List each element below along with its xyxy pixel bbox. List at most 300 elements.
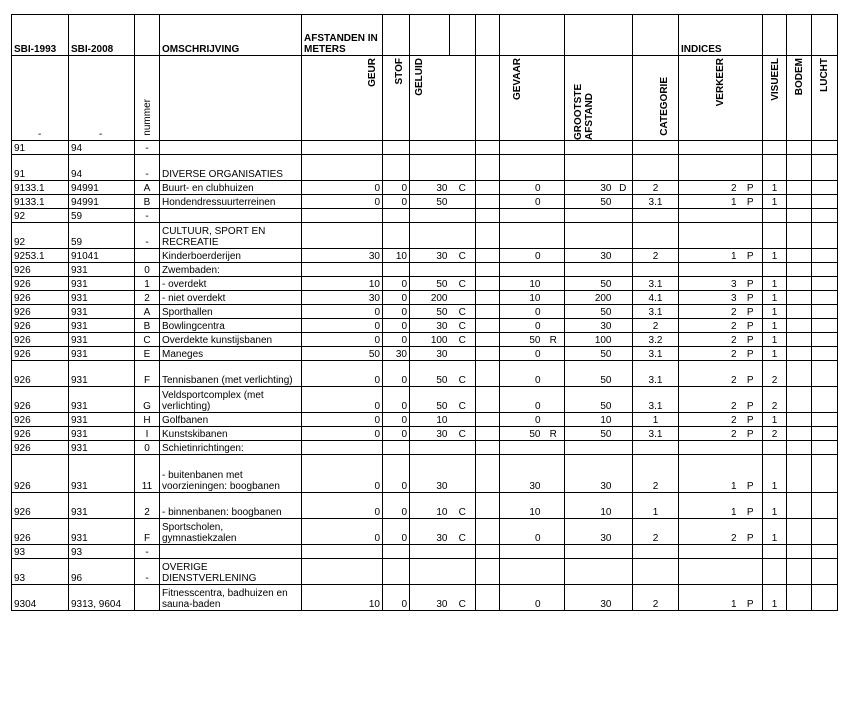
header-bodem-cell bbox=[787, 56, 812, 141]
cell-verkeer-code bbox=[739, 223, 763, 249]
cell-verkeer bbox=[679, 263, 739, 277]
cell-omschrijving: CULTUUR, SPORT EN RECREATIE bbox=[160, 223, 302, 249]
cell-omschrijving bbox=[160, 141, 302, 155]
cell-nummer: G bbox=[135, 387, 160, 413]
cell-geluid-code bbox=[450, 141, 476, 155]
cell-omschrijving: Tennisbanen (met verlichting) bbox=[160, 361, 302, 387]
header-blank bbox=[763, 15, 787, 56]
cell-gevaar: 0 bbox=[500, 347, 543, 361]
cell-grootste-afstand-code bbox=[614, 545, 633, 559]
cell-bodem bbox=[787, 585, 812, 611]
cell-blank bbox=[476, 291, 500, 305]
cell-bodem bbox=[787, 519, 812, 545]
cell-categorie bbox=[633, 263, 679, 277]
cell-gevaar-code bbox=[543, 223, 565, 249]
cell-nummer: B bbox=[135, 319, 160, 333]
cell-verkeer: 1 bbox=[679, 493, 739, 519]
cell-gevaar-code bbox=[543, 291, 565, 305]
header-bodem: BODEM bbox=[794, 58, 805, 96]
cell-gevaar-code bbox=[543, 361, 565, 387]
cell-grootste-afstand-code bbox=[614, 195, 633, 209]
cell-visueel bbox=[763, 441, 787, 455]
cell-stof bbox=[383, 155, 410, 181]
cell-geur: 0 bbox=[302, 361, 383, 387]
cell-sbi1993: 926 bbox=[12, 347, 69, 361]
table-row bbox=[12, 223, 838, 249]
cell-geluid-code: C bbox=[450, 319, 476, 333]
cell-grootste-afstand: 30 bbox=[565, 249, 614, 263]
cell-lucht bbox=[812, 263, 838, 277]
cell-verkeer-code: P bbox=[739, 333, 763, 347]
cell-gevaar-code bbox=[543, 155, 565, 181]
cell-blank bbox=[476, 155, 500, 181]
cell-bodem bbox=[787, 263, 812, 277]
header-blank bbox=[476, 56, 500, 141]
cell-visueel: 1 bbox=[763, 585, 787, 611]
cell-stof bbox=[383, 441, 410, 455]
cell-lucht bbox=[812, 545, 838, 559]
cell-stof bbox=[383, 263, 410, 277]
cell-verkeer-code: P bbox=[739, 181, 763, 195]
cell-geluid: 30 bbox=[410, 427, 450, 441]
cell-lucht bbox=[812, 493, 838, 519]
cell-geluid: 50 bbox=[410, 277, 450, 291]
cell-geluid-code: C bbox=[450, 585, 476, 611]
cell-omschrijving: OVERIGE DIENSTVERLENING bbox=[160, 559, 302, 585]
cell-gevaar-code bbox=[543, 305, 565, 319]
cell-sbi1993: 926 bbox=[12, 387, 69, 413]
cell-sbi2008: 931 bbox=[69, 305, 135, 319]
cell-gevaar: 0 bbox=[500, 387, 543, 413]
cell-categorie: 4.1 bbox=[633, 291, 679, 305]
cell-geluid: 50 bbox=[410, 195, 450, 209]
cell-stof: 0 bbox=[383, 387, 410, 413]
cell-omschrijving: Fitnesscentra, badhuizen en sauna-baden bbox=[160, 585, 302, 611]
cell-gevaar: 0 bbox=[500, 181, 543, 195]
cell-visueel: 1 bbox=[763, 413, 787, 427]
cell-gevaar bbox=[500, 155, 543, 181]
cell-geluid: 100 bbox=[410, 333, 450, 347]
cell-gevaar bbox=[500, 441, 543, 455]
cell-gevaar: 0 bbox=[500, 585, 543, 611]
cell-geluid-code bbox=[450, 347, 476, 361]
cell-geur: 0 bbox=[302, 195, 383, 209]
table-row bbox=[12, 413, 838, 427]
cell-grootste-afstand-code bbox=[614, 441, 633, 455]
table-row bbox=[12, 181, 838, 195]
cell-geur: 0 bbox=[302, 319, 383, 333]
cell-lucht bbox=[812, 181, 838, 195]
cell-grootste-afstand-code bbox=[614, 559, 633, 585]
cell-bodem bbox=[787, 559, 812, 585]
cell-visueel: 1 bbox=[763, 291, 787, 305]
cell-visueel: 1 bbox=[763, 305, 787, 319]
cell-sbi1993: 926 bbox=[12, 319, 69, 333]
cell-lucht bbox=[812, 387, 838, 413]
cell-sbi1993: 9253.1 bbox=[12, 249, 69, 263]
header-verkeer-cell bbox=[679, 56, 763, 141]
cell-verkeer-code bbox=[739, 545, 763, 559]
cell-gevaar-code bbox=[543, 387, 565, 413]
cell-omschrijving: Kunstskibanen bbox=[160, 427, 302, 441]
cell-nummer: 0 bbox=[135, 263, 160, 277]
cell-verkeer: 2 bbox=[679, 181, 739, 195]
cell-lucht bbox=[812, 519, 838, 545]
header-geluid-cell bbox=[410, 56, 476, 141]
cell-lucht bbox=[812, 291, 838, 305]
cell-grootste-afstand-code bbox=[614, 387, 633, 413]
cell-nummer: A bbox=[135, 305, 160, 319]
cell-geluid-code bbox=[450, 559, 476, 585]
cell-categorie: 3.1 bbox=[633, 305, 679, 319]
cell-lucht bbox=[812, 277, 838, 291]
cell-nummer: 2 bbox=[135, 493, 160, 519]
cell-gevaar: 0 bbox=[500, 519, 543, 545]
cell-geluid: 30 bbox=[410, 249, 450, 263]
cell-geluid-code: C bbox=[450, 181, 476, 195]
cell-grootste-afstand-code bbox=[614, 455, 633, 493]
cell-lucht bbox=[812, 305, 838, 319]
cell-sbi2008: 931 bbox=[69, 387, 135, 413]
cell-geluid: 30 bbox=[410, 319, 450, 333]
cell-verkeer-code bbox=[739, 155, 763, 181]
header-lucht: LUCHT bbox=[819, 58, 830, 92]
cell-lucht bbox=[812, 195, 838, 209]
cell-geur bbox=[302, 263, 383, 277]
header-blank bbox=[476, 15, 500, 56]
cell-geluid-code bbox=[450, 291, 476, 305]
header-blank bbox=[383, 15, 410, 56]
cell-categorie: 3.1 bbox=[633, 387, 679, 413]
cell-gevaar: 50 bbox=[500, 427, 543, 441]
cell-sbi1993: 93 bbox=[12, 545, 69, 559]
cell-categorie: 2 bbox=[633, 249, 679, 263]
cell-nummer: - bbox=[135, 209, 160, 223]
cell-omschrijving: Maneges bbox=[160, 347, 302, 361]
table-row bbox=[12, 141, 838, 155]
cell-blank bbox=[476, 319, 500, 333]
header-nummer: nummer bbox=[142, 99, 153, 136]
header-sbi2008: SBI-2008 bbox=[69, 15, 135, 56]
cell-geluid: 30 bbox=[410, 347, 450, 361]
cell-grootste-afstand-code bbox=[614, 333, 633, 347]
cell-stof: 0 bbox=[383, 319, 410, 333]
cell-nummer: H bbox=[135, 413, 160, 427]
cell-sbi2008: 931 bbox=[69, 519, 135, 545]
cell-grootste-afstand: 50 bbox=[565, 361, 614, 387]
cell-stof bbox=[383, 223, 410, 249]
cell-bodem bbox=[787, 209, 812, 223]
cell-geluid-code: C bbox=[450, 277, 476, 291]
cell-sbi1993: 9304 bbox=[12, 585, 69, 611]
cell-categorie bbox=[633, 209, 679, 223]
cell-visueel bbox=[763, 545, 787, 559]
cell-lucht bbox=[812, 361, 838, 387]
cell-omschrijving: - binnenbanen: boogbanen bbox=[160, 493, 302, 519]
cell-geur: 0 bbox=[302, 181, 383, 195]
cell-geluid bbox=[410, 141, 450, 155]
tick-mark: - bbox=[38, 129, 42, 140]
cell-geluid bbox=[410, 545, 450, 559]
header-nummer-cell bbox=[135, 56, 160, 141]
cell-sbi1993: 92 bbox=[12, 223, 69, 249]
header-blank bbox=[135, 15, 160, 56]
cell-gevaar-code bbox=[543, 455, 565, 493]
cell-sbi2008: 931 bbox=[69, 263, 135, 277]
cell-geur: 10 bbox=[302, 585, 383, 611]
table-row bbox=[12, 333, 838, 347]
cell-categorie: 2 bbox=[633, 181, 679, 195]
cell-verkeer-code: P bbox=[739, 305, 763, 319]
header-afstanden: AFSTANDEN IN METERS bbox=[302, 15, 383, 56]
cell-gevaar: 10 bbox=[500, 291, 543, 305]
cell-bodem bbox=[787, 545, 812, 559]
cell-visueel: 2 bbox=[763, 361, 787, 387]
cell-lucht bbox=[812, 559, 838, 585]
cell-bodem bbox=[787, 305, 812, 319]
header-categorie: CATEGORIE bbox=[659, 77, 670, 136]
cell-categorie: 1 bbox=[633, 493, 679, 519]
cell-gevaar-code bbox=[543, 441, 565, 455]
cell-grootste-afstand: 50 bbox=[565, 347, 614, 361]
header-geur-cell bbox=[302, 56, 383, 141]
cell-categorie bbox=[633, 141, 679, 155]
cell-visueel: 1 bbox=[763, 347, 787, 361]
cell-geur bbox=[302, 223, 383, 249]
cell-visueel: 1 bbox=[763, 195, 787, 209]
cell-stof: 0 bbox=[383, 493, 410, 519]
cell-grootste-afstand-code bbox=[614, 155, 633, 181]
table-row bbox=[12, 195, 838, 209]
cell-blank bbox=[476, 333, 500, 347]
cell-sbi2008: 94991 bbox=[69, 195, 135, 209]
cell-visueel bbox=[763, 209, 787, 223]
cell-grootste-afstand-code bbox=[614, 223, 633, 249]
cell-verkeer: 1 bbox=[679, 455, 739, 493]
cell-gevaar: 30 bbox=[500, 455, 543, 493]
cell-bodem bbox=[787, 413, 812, 427]
cell-sbi2008: 94991 bbox=[69, 181, 135, 195]
table-row bbox=[12, 585, 838, 611]
header-blank bbox=[633, 15, 679, 56]
cell-nummer: 1 bbox=[135, 277, 160, 291]
cell-verkeer-code: P bbox=[739, 519, 763, 545]
cell-sbi1993: 926 bbox=[12, 427, 69, 441]
cell-verkeer bbox=[679, 223, 739, 249]
cell-blank bbox=[476, 559, 500, 585]
cell-stof bbox=[383, 141, 410, 155]
table-row bbox=[12, 155, 838, 181]
cell-sbi1993: 926 bbox=[12, 305, 69, 319]
cell-sbi2008: 931 bbox=[69, 361, 135, 387]
cell-geur bbox=[302, 559, 383, 585]
table-row bbox=[12, 387, 838, 413]
header-stof-cell bbox=[383, 56, 410, 141]
cell-geur: 0 bbox=[302, 455, 383, 493]
cell-sbi1993: 926 bbox=[12, 441, 69, 455]
cell-verkeer-code bbox=[739, 263, 763, 277]
cell-categorie: 3.1 bbox=[633, 195, 679, 209]
cell-sbi2008: 91041 bbox=[69, 249, 135, 263]
cell-grootste-afstand-code bbox=[614, 493, 633, 519]
header-geur: GEUR bbox=[367, 58, 378, 87]
cell-sbi2008: 931 bbox=[69, 347, 135, 361]
header-grootste-afstand-cell bbox=[565, 56, 633, 141]
cell-sbi2008: 94 bbox=[69, 141, 135, 155]
cell-geluid-code: C bbox=[450, 249, 476, 263]
cell-nummer: 2 bbox=[135, 291, 160, 305]
cell-geluid bbox=[410, 223, 450, 249]
cell-geluid: 30 bbox=[410, 519, 450, 545]
cell-sbi1993: 93 bbox=[12, 559, 69, 585]
table-row bbox=[12, 291, 838, 305]
cell-sbi2008: 931 bbox=[69, 333, 135, 347]
cell-lucht bbox=[812, 319, 838, 333]
cell-gevaar: 0 bbox=[500, 413, 543, 427]
cell-geur: 0 bbox=[302, 413, 383, 427]
header-grootste-afstand: GROOTSTE AFSTAND bbox=[573, 83, 595, 140]
cell-grootste-afstand: 10 bbox=[565, 493, 614, 519]
header-blank bbox=[160, 56, 302, 141]
header-indices: INDICES bbox=[679, 15, 763, 56]
cell-visueel: 1 bbox=[763, 181, 787, 195]
cell-geur: 0 bbox=[302, 333, 383, 347]
cell-sbi2008: 93 bbox=[69, 545, 135, 559]
cell-nummer: B bbox=[135, 195, 160, 209]
cell-blank bbox=[476, 347, 500, 361]
table-row bbox=[12, 493, 838, 519]
cell-grootste-afstand: 30 bbox=[565, 181, 614, 195]
cell-omschrijving: - overdekt bbox=[160, 277, 302, 291]
cell-blank bbox=[476, 181, 500, 195]
header-omschrijving: OMSCHRIJVING bbox=[160, 15, 302, 56]
cell-sbi1993: 926 bbox=[12, 291, 69, 305]
cell-geluid: 30 bbox=[410, 181, 450, 195]
cell-grootste-afstand bbox=[565, 223, 614, 249]
cell-bodem bbox=[787, 493, 812, 519]
cell-verkeer-code: P bbox=[739, 585, 763, 611]
cell-omschrijving: - buitenbanen met voorzieningen: boogbanen bbox=[160, 455, 302, 493]
cell-blank bbox=[476, 519, 500, 545]
cell-omschrijving: Veldsportcomplex (met verlichting) bbox=[160, 387, 302, 413]
cell-grootste-afstand-code bbox=[614, 249, 633, 263]
cell-geur: 0 bbox=[302, 493, 383, 519]
cell-sbi1993: 926 bbox=[12, 277, 69, 291]
cell-verkeer: 2 bbox=[679, 387, 739, 413]
cell-visueel bbox=[763, 141, 787, 155]
cell-categorie: 3.1 bbox=[633, 427, 679, 441]
cell-grootste-afstand-code bbox=[614, 277, 633, 291]
cell-gevaar: 0 bbox=[500, 361, 543, 387]
cell-visueel: 2 bbox=[763, 427, 787, 441]
cell-categorie bbox=[633, 155, 679, 181]
cell-grootste-afstand-code bbox=[614, 519, 633, 545]
cell-verkeer: 2 bbox=[679, 333, 739, 347]
cell-blank bbox=[476, 361, 500, 387]
cell-stof bbox=[383, 545, 410, 559]
cell-geur: 0 bbox=[302, 519, 383, 545]
cell-sbi1993: 9133.1 bbox=[12, 181, 69, 195]
cell-omschrijving: Bowlingcentra bbox=[160, 319, 302, 333]
cell-grootste-afstand-code: D bbox=[614, 181, 633, 195]
cell-verkeer: 2 bbox=[679, 361, 739, 387]
cell-gevaar: 10 bbox=[500, 493, 543, 519]
header-stof: STOF bbox=[394, 58, 405, 85]
cell-gevaar-code bbox=[543, 585, 565, 611]
header-row-bottom bbox=[12, 56, 838, 141]
cell-geur: 0 bbox=[302, 305, 383, 319]
cell-stof bbox=[383, 209, 410, 223]
cell-bodem bbox=[787, 427, 812, 441]
cell-geluid-code bbox=[450, 545, 476, 559]
cell-blank bbox=[476, 413, 500, 427]
cell-nummer: - bbox=[135, 223, 160, 249]
cell-geluid-code bbox=[450, 195, 476, 209]
cell-geluid-code bbox=[450, 209, 476, 223]
cell-bodem bbox=[787, 361, 812, 387]
cell-verkeer-code: P bbox=[739, 455, 763, 493]
cell-gevaar bbox=[500, 223, 543, 249]
cell-grootste-afstand-code bbox=[614, 209, 633, 223]
cell-categorie: 1 bbox=[633, 413, 679, 427]
cell-blank bbox=[476, 249, 500, 263]
cell-omschrijving: - niet overdekt bbox=[160, 291, 302, 305]
cell-geur: 0 bbox=[302, 387, 383, 413]
cell-verkeer: 3 bbox=[679, 277, 739, 291]
cell-bodem bbox=[787, 181, 812, 195]
cell-gevaar: 0 bbox=[500, 305, 543, 319]
cell-lucht bbox=[812, 427, 838, 441]
header-lucht-cell bbox=[812, 56, 838, 141]
cell-sbi1993: 926 bbox=[12, 361, 69, 387]
cell-sbi2008: 94 bbox=[69, 155, 135, 181]
cell-categorie: 3.1 bbox=[633, 277, 679, 291]
cell-geur: 30 bbox=[302, 249, 383, 263]
table-row bbox=[12, 519, 838, 545]
cell-lucht bbox=[812, 413, 838, 427]
cell-grootste-afstand: 200 bbox=[565, 291, 614, 305]
cell-lucht bbox=[812, 155, 838, 181]
cell-sbi1993: 926 bbox=[12, 263, 69, 277]
table-row bbox=[12, 559, 838, 585]
cell-geur bbox=[302, 209, 383, 223]
cell-sbi1993: 91 bbox=[12, 155, 69, 181]
cell-verkeer-code: P bbox=[739, 413, 763, 427]
cell-geluid-code bbox=[450, 263, 476, 277]
cell-verkeer: 2 bbox=[679, 413, 739, 427]
cell-grootste-afstand: 50 bbox=[565, 277, 614, 291]
cell-grootste-afstand: 50 bbox=[565, 387, 614, 413]
cell-verkeer-code: P bbox=[739, 319, 763, 333]
cell-visueel: 1 bbox=[763, 249, 787, 263]
table-row bbox=[12, 263, 838, 277]
cell-visueel: 1 bbox=[763, 333, 787, 347]
header-sbi1993-sub bbox=[12, 56, 69, 141]
cell-grootste-afstand: 50 bbox=[565, 305, 614, 319]
cell-verkeer-code bbox=[739, 441, 763, 455]
cell-gevaar-code bbox=[543, 277, 565, 291]
cell-stof bbox=[383, 559, 410, 585]
cell-categorie bbox=[633, 441, 679, 455]
table-row bbox=[12, 347, 838, 361]
cell-grootste-afstand bbox=[565, 155, 614, 181]
cell-grootste-afstand-code bbox=[614, 585, 633, 611]
cell-stof: 0 bbox=[383, 291, 410, 305]
cell-blank bbox=[476, 305, 500, 319]
cell-gevaar: 0 bbox=[500, 319, 543, 333]
cell-geur bbox=[302, 141, 383, 155]
cell-grootste-afstand bbox=[565, 441, 614, 455]
